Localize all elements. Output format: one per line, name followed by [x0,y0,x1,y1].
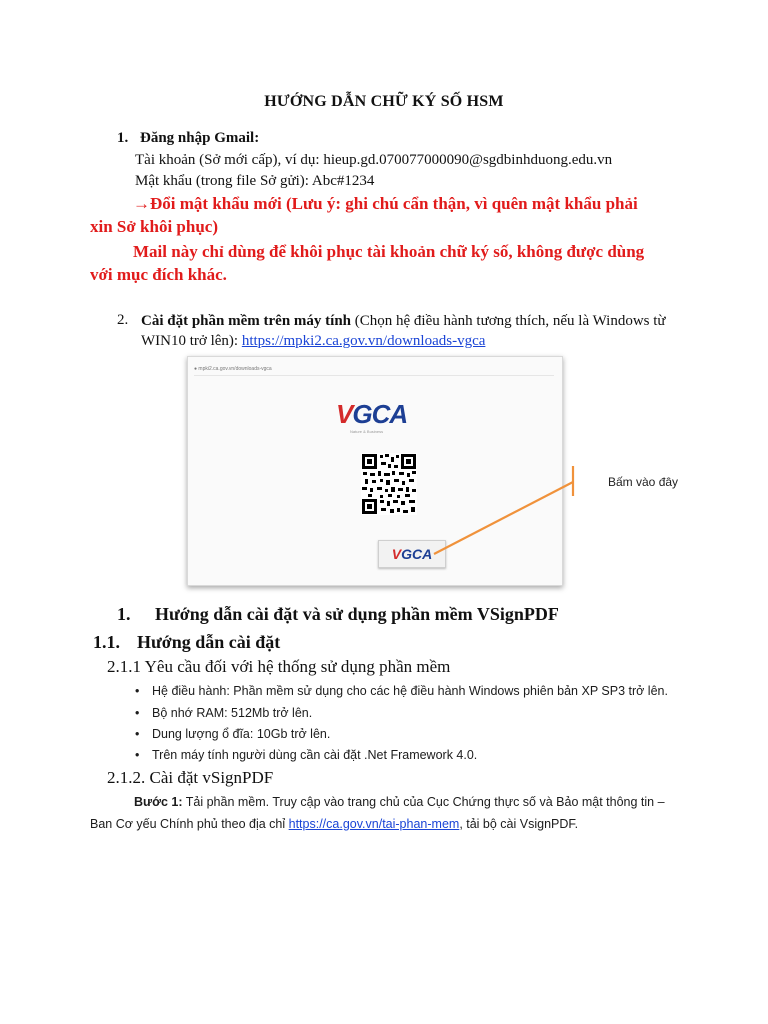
vgca-download-link[interactable]: https://mpki2.ca.gov.vn/downloads-vgca [241,333,486,349]
install-software-heading: Cài đặt phần mềm trên máy tính [141,313,352,329]
password-example: Mật khẩu (trong file Sở gửi): Abc#1234 [135,173,375,189]
list-item: • Bộ nhớ RAM: 512Mb trở lên. [152,706,312,720]
step-1-text-3: , tải bộ cài VsignPDF. [459,817,579,831]
install-guide-heading: Hướng dẫn cài đặt [137,632,281,652]
vgca-logo [336,399,407,430]
list-item: • Hệ điều hành: Phần mềm sử dụng cho các hệ điều hành Windows phiên bản XP SP3 trở lên. [152,684,668,698]
step-1-text-2: Ban Cơ yếu Chính phủ theo địa chỉ [90,817,286,831]
vgca-logo-v: V [336,399,353,429]
install-software-desc-2: WIN10 trở lên): [141,333,239,349]
tai-phan-mem-link[interactable]: https://ca.gov.vn/tai-phan-mem [288,817,460,831]
warning-text-line-2: xin Sở khôi phục) [90,217,218,236]
browser-url-bar [194,363,554,376]
step-1-text: Tải phần mềm. Truy cập vào trang chủ của Cục Chứng thực số và Bảo mật thông tin – [185,795,665,809]
mail-usage-warning-line-2: với mục đích khác. [90,265,227,284]
vgca-logo-text: GCA [352,399,408,429]
browser-url-text: mpki2.ca.gov.vn/downloads-vgca [198,366,272,372]
mail-usage-warning-line-1: Mail này chỉ dùng để khôi phục tài khoản chữ ký số, không được dùng [133,242,645,261]
lock-icon: ● [194,366,199,372]
list-item: • Trên máy tính người dùng cần cài đặt .Net Framework 4.0. [152,748,477,762]
vgca-button-text: GCA [401,546,433,562]
section-1-number: 1. [117,130,129,146]
warning-text-line-1: Đổi mật khẩu mới (Lưu ý: ghi chú cẩn thận, vì quên mật khẩu phải [150,194,638,213]
list-item: • Dung lượng ổ đĩa: 10Gb trở lên. [152,727,330,741]
arrow-right-icon: → [133,194,150,213]
warning-change-password [133,192,638,215]
qr-code-icon [361,453,417,515]
account-example: Tài khoản (Sở mới cấp), ví dụ: hieup.gd.070077000090@sgdbinhduong.edu.vn [135,152,613,168]
section-2-number: 2. [117,312,129,328]
vgca-tagline: Nature & Business [350,429,384,434]
vgca-button-v: V [391,546,402,562]
vsignpdf-section-number: 1. [117,604,131,624]
step-1-label: Bước 1: [134,795,183,809]
install-vsignpdf-heading: 2.1.2. Cài đặt vSignPDF [107,768,274,787]
vsignpdf-section-heading: Hướng dẫn cài đặt và sử dụng phần mềm VSignPDF [155,604,559,624]
install-software-desc: (Chọn hệ điều hành tương thích, nếu là Windows từ [354,313,666,329]
step-1-line-1 [134,795,665,809]
step-1-line-2 [90,817,578,831]
callout-arrow-line [430,462,580,558]
gmail-login-heading: Đăng nhập Gmail: [140,130,260,146]
install-software-line-2 [141,331,485,352]
callout-click-here: Bấm vào đây [608,475,679,489]
install-software-line-1 [141,311,666,332]
system-requirements-heading: 2.1.1 Yêu cầu đối với hệ thống sử dụng phần mềm [107,657,451,676]
document-title: HƯỚNG DẪN CHỮ KÝ SỐ HSM [264,93,504,110]
install-guide-number: 1.1. [93,632,120,652]
